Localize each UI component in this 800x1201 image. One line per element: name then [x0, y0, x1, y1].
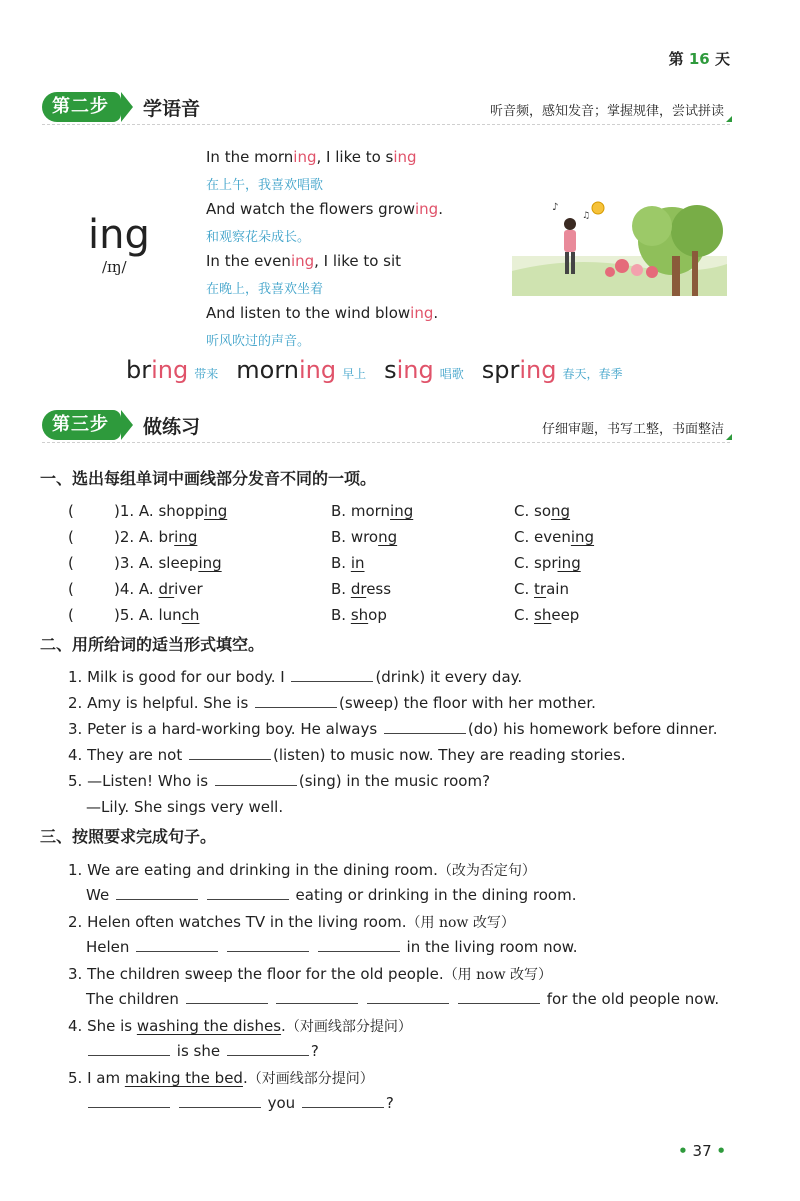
row5-b: B. shop: [331, 606, 387, 624]
row3-c: C. spring: [514, 554, 581, 572]
dot-icon: •: [716, 1142, 726, 1160]
rewrite-a1: We eating or drinking in the dining room.: [86, 886, 577, 904]
rewrite-a2: Helen in the living room now.: [86, 938, 578, 956]
section3-title: 三、按照要求完成句子。: [40, 827, 217, 846]
answer-blank[interactable]: [189, 746, 271, 760]
answer-blank[interactable]: [276, 990, 358, 1004]
svg-text:♪: ♪: [552, 202, 559, 213]
poem-cn-3: 在晚上，我喜欢坐着: [206, 282, 324, 297]
step3-title: 做练习: [143, 415, 201, 438]
answer-blank[interactable]: [367, 990, 449, 1004]
answer-paren: (: [68, 502, 74, 520]
row3-a: )3. A. sleeping: [114, 554, 222, 572]
page-number: • 37 •: [678, 1142, 726, 1160]
step3-badge: 第三步: [42, 410, 121, 440]
row2-a: )2. A. bring: [114, 528, 198, 546]
answer-blank[interactable]: [136, 938, 218, 952]
answer-blank[interactable]: [88, 1094, 170, 1108]
step3-divider: [42, 442, 730, 443]
answer-paren: (: [68, 528, 74, 546]
answer-blank[interactable]: [384, 720, 466, 734]
fill-item-4: 4. They are not (listen) to music now. They are reading stories.: [68, 746, 626, 764]
rewrite-a4: is she ?: [86, 1042, 319, 1060]
rewrite-q3: 3. The children sweep the floor for the old people.（用 now 改写）: [68, 965, 553, 983]
section1-title: 一、选出每组单词中画线部分发音不同的一项。: [40, 469, 377, 488]
poem-cn-2: 和观察花朵成长。: [206, 230, 311, 245]
word-bring: bring: [126, 356, 189, 384]
answer-blank[interactable]: [116, 886, 198, 900]
section2-title: 二、用所给词的适当形式填空。: [40, 635, 265, 654]
row5-c: C. sheep: [514, 606, 580, 624]
answer-paren: (: [68, 580, 74, 598]
step2-hint: 听音频，感知发音；掌握规律，尝试拼读: [489, 104, 724, 119]
step3-header: [42, 408, 200, 442]
fill-item-5-answer: —Lily. She sings very well.: [86, 798, 284, 816]
answer-blank[interactable]: [227, 1042, 309, 1056]
row3-b: B. in: [331, 554, 365, 572]
answer-blank[interactable]: [302, 1094, 384, 1108]
answer-blank[interactable]: [215, 772, 297, 786]
answer-paren: (: [68, 554, 74, 572]
answer-blank[interactable]: [179, 1094, 261, 1108]
row4-a: )4. A. driver: [114, 580, 203, 598]
phonetic-symbol: /ɪŋ/: [102, 258, 127, 276]
row2-c: C. evening: [514, 528, 595, 546]
step2-badge: 第二步: [42, 92, 121, 122]
rewrite-a5: you ?: [86, 1094, 394, 1112]
dot-icon: •: [678, 1142, 688, 1160]
rewrite-q4: 4. She is washing the dishes.（对画线部分提问）: [68, 1017, 412, 1035]
rewrite-q5: 5. I am making the bed.（对画线部分提问）: [68, 1069, 374, 1087]
row1-c: C. song: [514, 502, 571, 520]
poem-cn-1: 在上午，我喜欢唱歌: [206, 178, 324, 193]
step2-title: 学语音: [143, 97, 201, 120]
word-morning: morning: [236, 356, 337, 384]
garden-illustration: [512, 196, 732, 306]
answer-blank[interactable]: [318, 938, 400, 952]
answer-blank[interactable]: [458, 990, 540, 1004]
row2-b: B. wrong: [331, 528, 398, 546]
day-label: 第 16 天: [668, 50, 730, 68]
word-spring: spring: [481, 356, 557, 384]
row5-a: )5. A. lunch: [114, 606, 200, 624]
poem-line-4: And listen to the wind blowing.: [206, 304, 439, 322]
svg-text:♫: ♫: [582, 211, 591, 221]
poem-cn-4: 听风吹过的声音。: [206, 334, 311, 349]
row1-b: B. morning: [331, 502, 414, 520]
fill-item-5: 5. —Listen! Who is (sing) in the music room?: [68, 772, 491, 790]
answer-blank[interactable]: [88, 1042, 170, 1056]
rewrite-a3: The children for the old people now.: [86, 990, 720, 1008]
answer-paren: (: [68, 606, 74, 624]
answer-blank[interactable]: [186, 990, 268, 1004]
ing-word-list: bring 带来 morning 早上 sing 唱歌 spring 春天，春季: [126, 356, 623, 384]
row4-c: C. train: [514, 580, 569, 598]
fill-item-2: 2. Amy is helpful. She is (sweep) the floor with her mother.: [68, 694, 596, 712]
rewrite-q2: 2. Helen often watches TV in the living room.（用 now 改写）: [68, 913, 515, 931]
row1-a: )1. A. shopping: [114, 502, 228, 520]
poem-line-2: And watch the flowers growing.: [206, 200, 443, 218]
word-sing: sing: [384, 356, 434, 384]
answer-blank[interactable]: [207, 886, 289, 900]
step2-hint-arrow-icon: [726, 116, 732, 122]
step3-hint: 仔细审题，书写工整，书面整洁: [541, 422, 724, 437]
step2-divider: [42, 124, 730, 125]
rewrite-q1: 1. We are eating and drinking in the dining room.（改为否定句）: [68, 861, 536, 879]
poem-line-1: In the morning, I like to sing: [206, 148, 417, 166]
answer-blank[interactable]: [227, 938, 309, 952]
answer-blank[interactable]: [291, 668, 373, 682]
step3-hint-arrow-icon: [726, 434, 732, 440]
row4-b: B. dress: [331, 580, 392, 598]
fill-item-1: 1. Milk is good for our body. I (drink) it every day.: [68, 668, 523, 686]
answer-blank[interactable]: [255, 694, 337, 708]
sound-ing: ing: [88, 212, 150, 258]
step2-header: [42, 90, 200, 124]
fill-item-3: 3. Peter is a hard-working boy. He always (do) his homework before dinner.: [68, 720, 718, 738]
poem-line-3: In the evening, I like to sit: [206, 252, 402, 270]
